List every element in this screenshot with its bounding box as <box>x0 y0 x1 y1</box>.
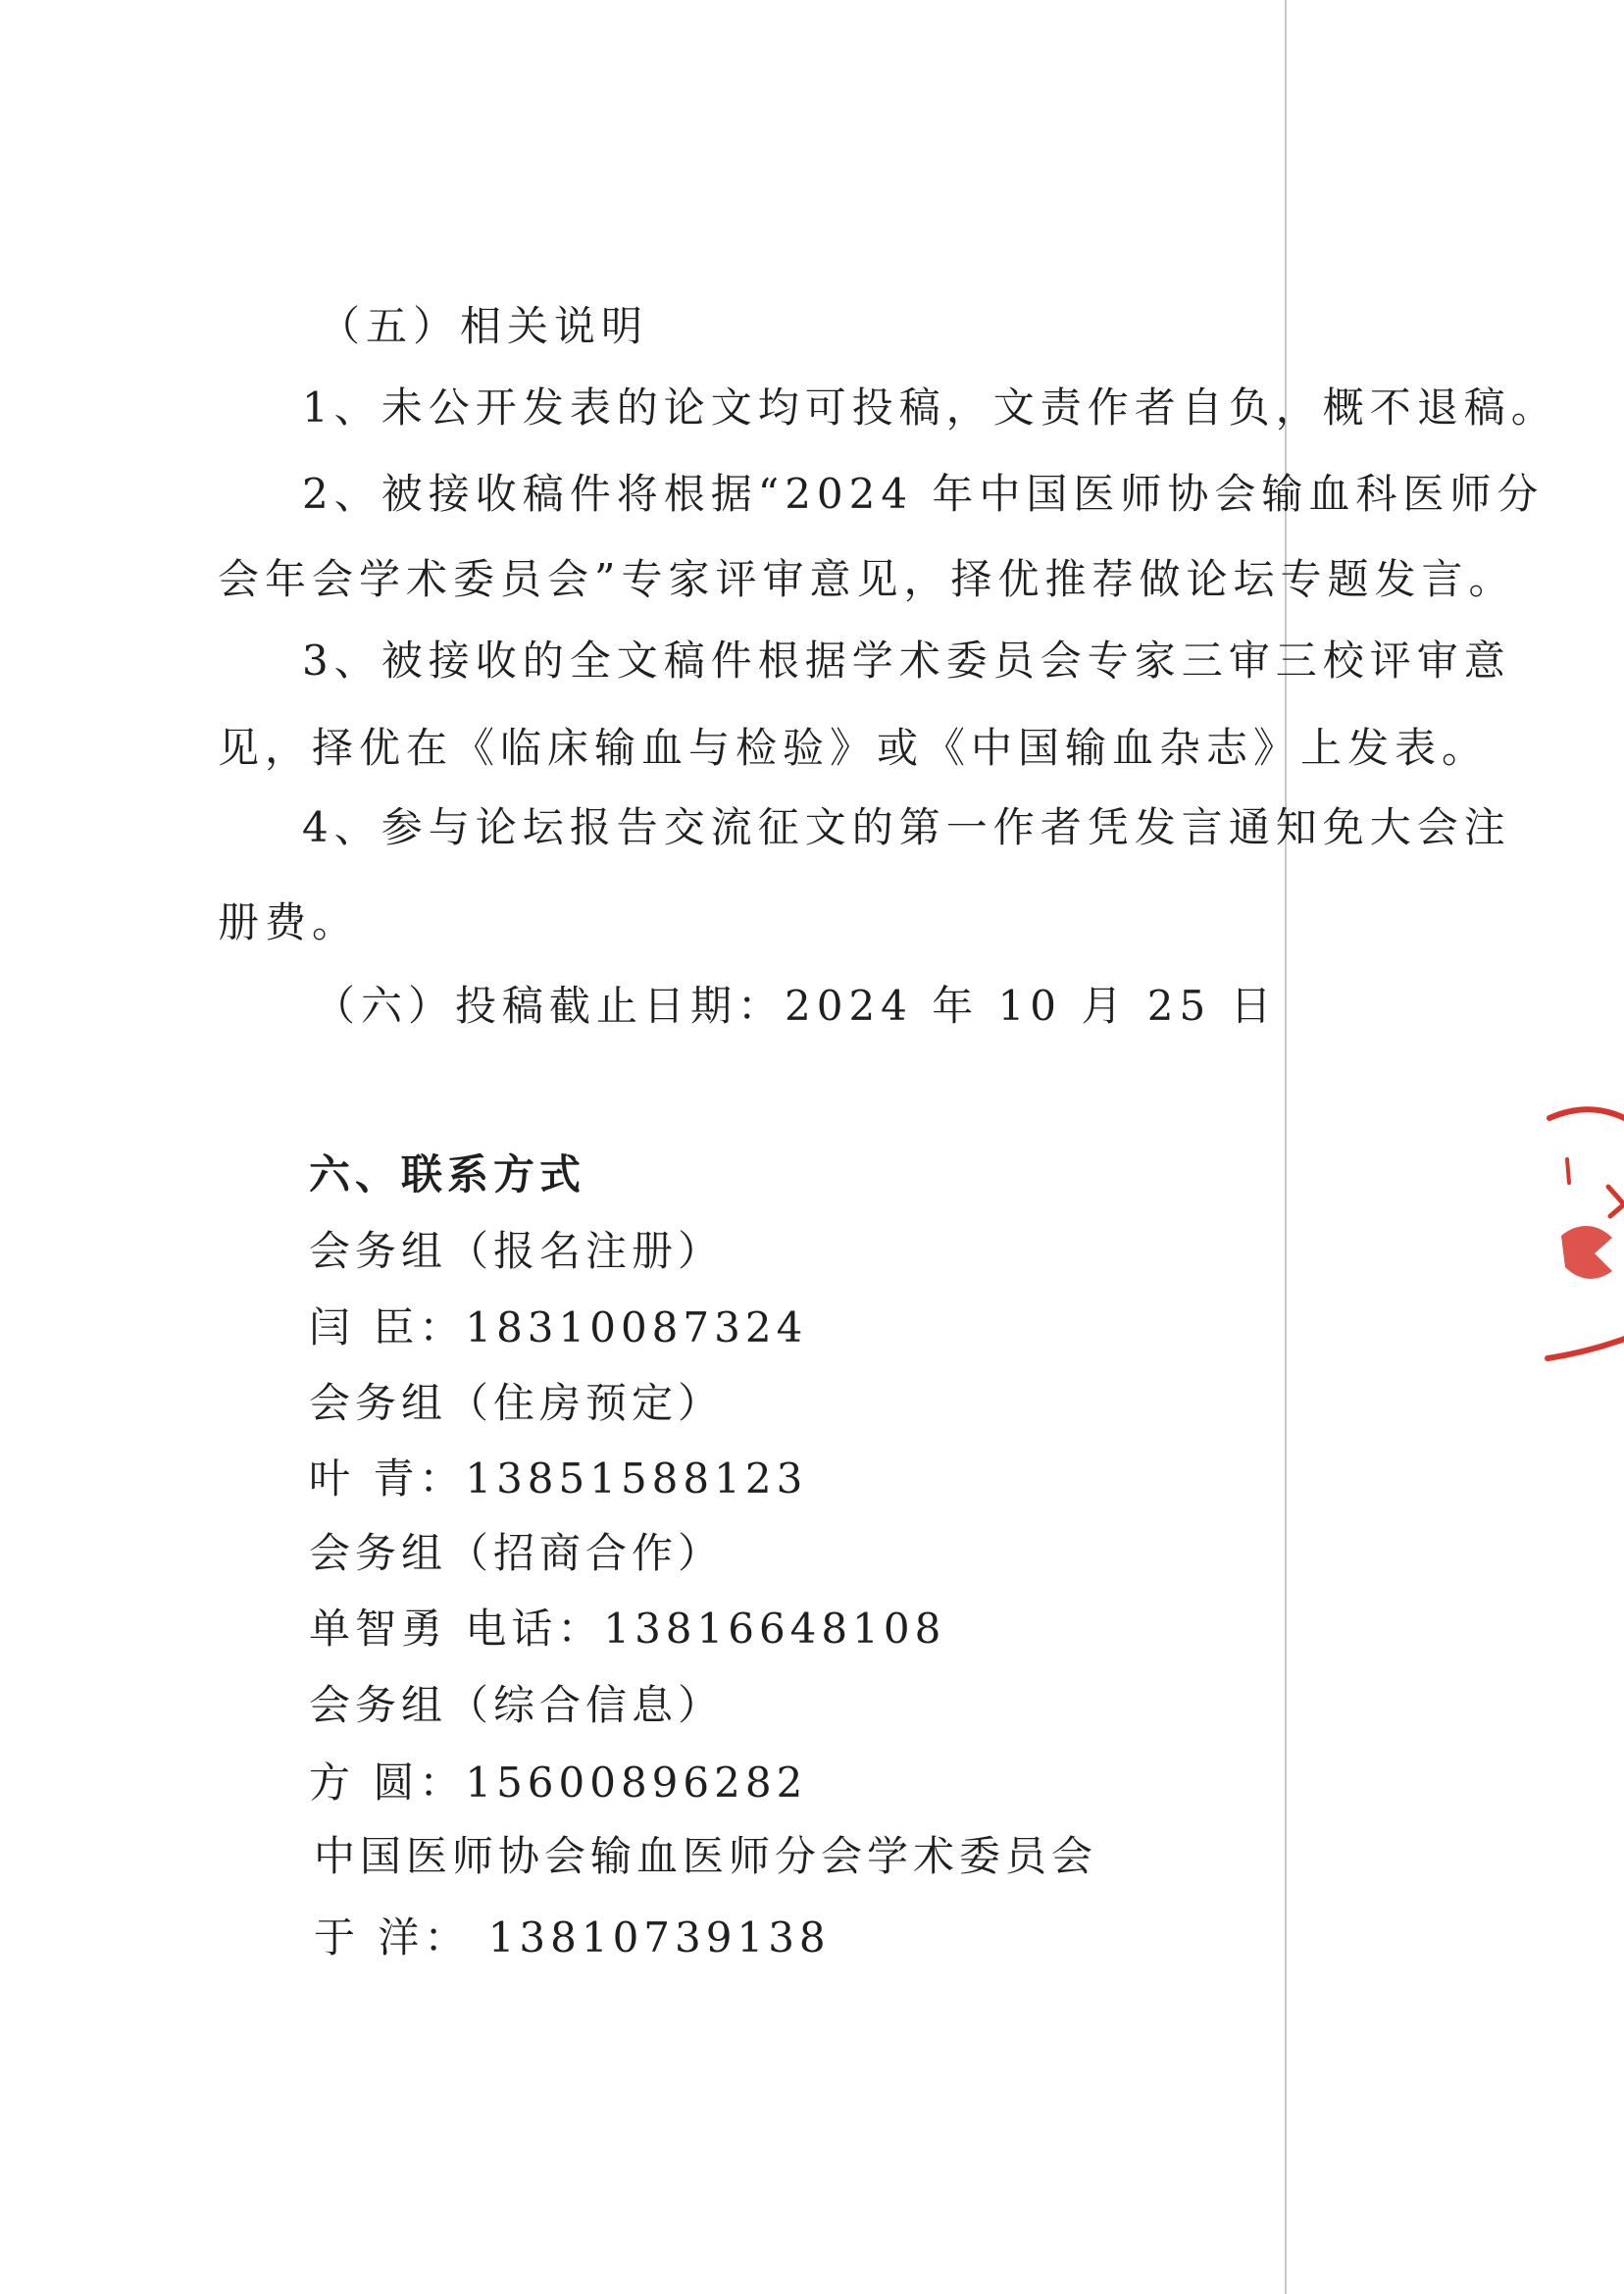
note-item-1: 1、未公开发表的论文均可投稿，文责作者自负，概不退稿。 <box>302 383 1558 432</box>
contact-group-registration: 会务组（报名注册） <box>309 1227 725 1275</box>
note-item-3-line1: 3、被接收的全文稿件根据学术委员会专家三审三校评审意 <box>302 637 1511 685</box>
note-item-4-line2: 册费。 <box>218 898 360 946</box>
note-item-2-line2: 会年会学术委员会”专家评审意见，择优推荐做论坛专题发言。 <box>218 555 1516 603</box>
contact-shan-zhiyong: 单智勇 电话：13816648108 <box>309 1605 946 1653</box>
note-item-3-line2: 见，择优在《临床输血与检验》或《中国输血杂志》上发表。 <box>218 724 1490 772</box>
contact-fang-yuan: 方 圆：15600896282 <box>309 1759 808 1807</box>
contact-group-general: 会务组（综合信息） <box>309 1681 725 1729</box>
page-fold-line <box>1285 0 1287 2294</box>
contact-yan-chen: 闫 臣：18310087324 <box>309 1303 808 1351</box>
contacts-title: 六、联系方式 <box>309 1150 586 1198</box>
contact-academic-committee: 中国医师协会输血医师分会学术委员会 <box>314 1832 1098 1880</box>
section5-title: （五）相关说明 <box>319 302 649 350</box>
note-item-4-line1: 4、参与论坛报告交流征文的第一作者凭发言通知免大会注 <box>302 803 1511 851</box>
contact-group-housing: 会务组（住房预定） <box>309 1379 725 1427</box>
note-item-2-line1: 2、被接收稿件将根据“2024 年中国医师协会输血科医师分 <box>302 470 1545 518</box>
red-seal-stamp-fragment <box>1510 1089 1624 1471</box>
contact-yu-yang: 于 洋： 13810739138 <box>314 1913 831 1962</box>
contact-ye-qing: 叶 青：13851588123 <box>309 1454 808 1503</box>
contact-group-sponsorship: 会务组（招商合作） <box>309 1529 725 1577</box>
submission-deadline: （六）投稿截止日期：2024 年 10 月 25 日 <box>314 982 1278 1030</box>
